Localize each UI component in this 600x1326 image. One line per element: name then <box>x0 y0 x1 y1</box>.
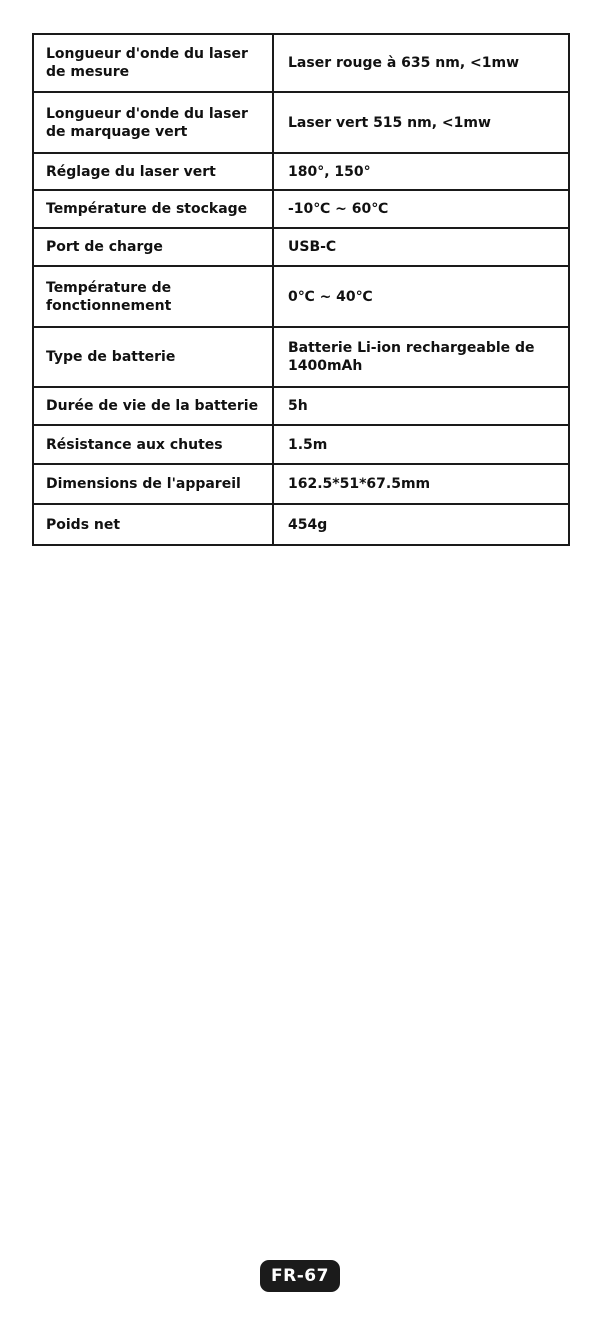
table-row <box>33 34 569 92</box>
spec-label: Dimensions de l'appareil <box>33 464 273 504</box>
spec-value: 162.5*51*67.5mm <box>273 464 569 504</box>
table-row <box>33 92 569 153</box>
spec-value: Laser vert 515 nm, <1mw <box>273 92 569 153</box>
specifications-table <box>32 33 570 546</box>
page-number-badge: FR-67 <box>260 1260 340 1292</box>
spec-label: Poids net <box>33 504 273 545</box>
spec-label: Longueur d'onde du laser de mesure <box>33 34 273 92</box>
spec-value: 454g <box>273 504 569 545</box>
table-row <box>33 464 569 504</box>
table-row <box>33 327 569 387</box>
spec-value: 0℃ ~ 40℃ <box>273 266 569 327</box>
spec-value: Laser rouge à 635 nm, <1mw <box>273 34 569 92</box>
spec-label: Longueur d'onde du laser de marquage vert <box>33 92 273 153</box>
spec-value: 5h <box>273 387 569 425</box>
spec-label: Type de batterie <box>33 327 273 387</box>
spec-value: Batterie Li-ion rechargeable de 1400mAh <box>273 327 569 387</box>
table-row <box>33 425 569 464</box>
spec-label: Température de stockage <box>33 190 273 228</box>
spec-label: Réglage du laser vert <box>33 153 273 190</box>
table-row <box>33 190 569 228</box>
spec-value: 1.5m <box>273 425 569 464</box>
spec-label: Résistance aux chutes <box>33 425 273 464</box>
spec-label: Durée de vie de la batterie <box>33 387 273 425</box>
table-row <box>33 266 569 327</box>
table-row <box>33 228 569 266</box>
table-row <box>33 153 569 190</box>
table-row <box>33 387 569 425</box>
spec-label: Température de fonctionnement <box>33 266 273 327</box>
spec-value: USB-C <box>273 228 569 266</box>
spec-value: -10℃ ~ 60℃ <box>273 190 569 228</box>
spec-label: Port de charge <box>33 228 273 266</box>
table-row <box>33 504 569 545</box>
spec-value: 180°, 150° <box>273 153 569 190</box>
